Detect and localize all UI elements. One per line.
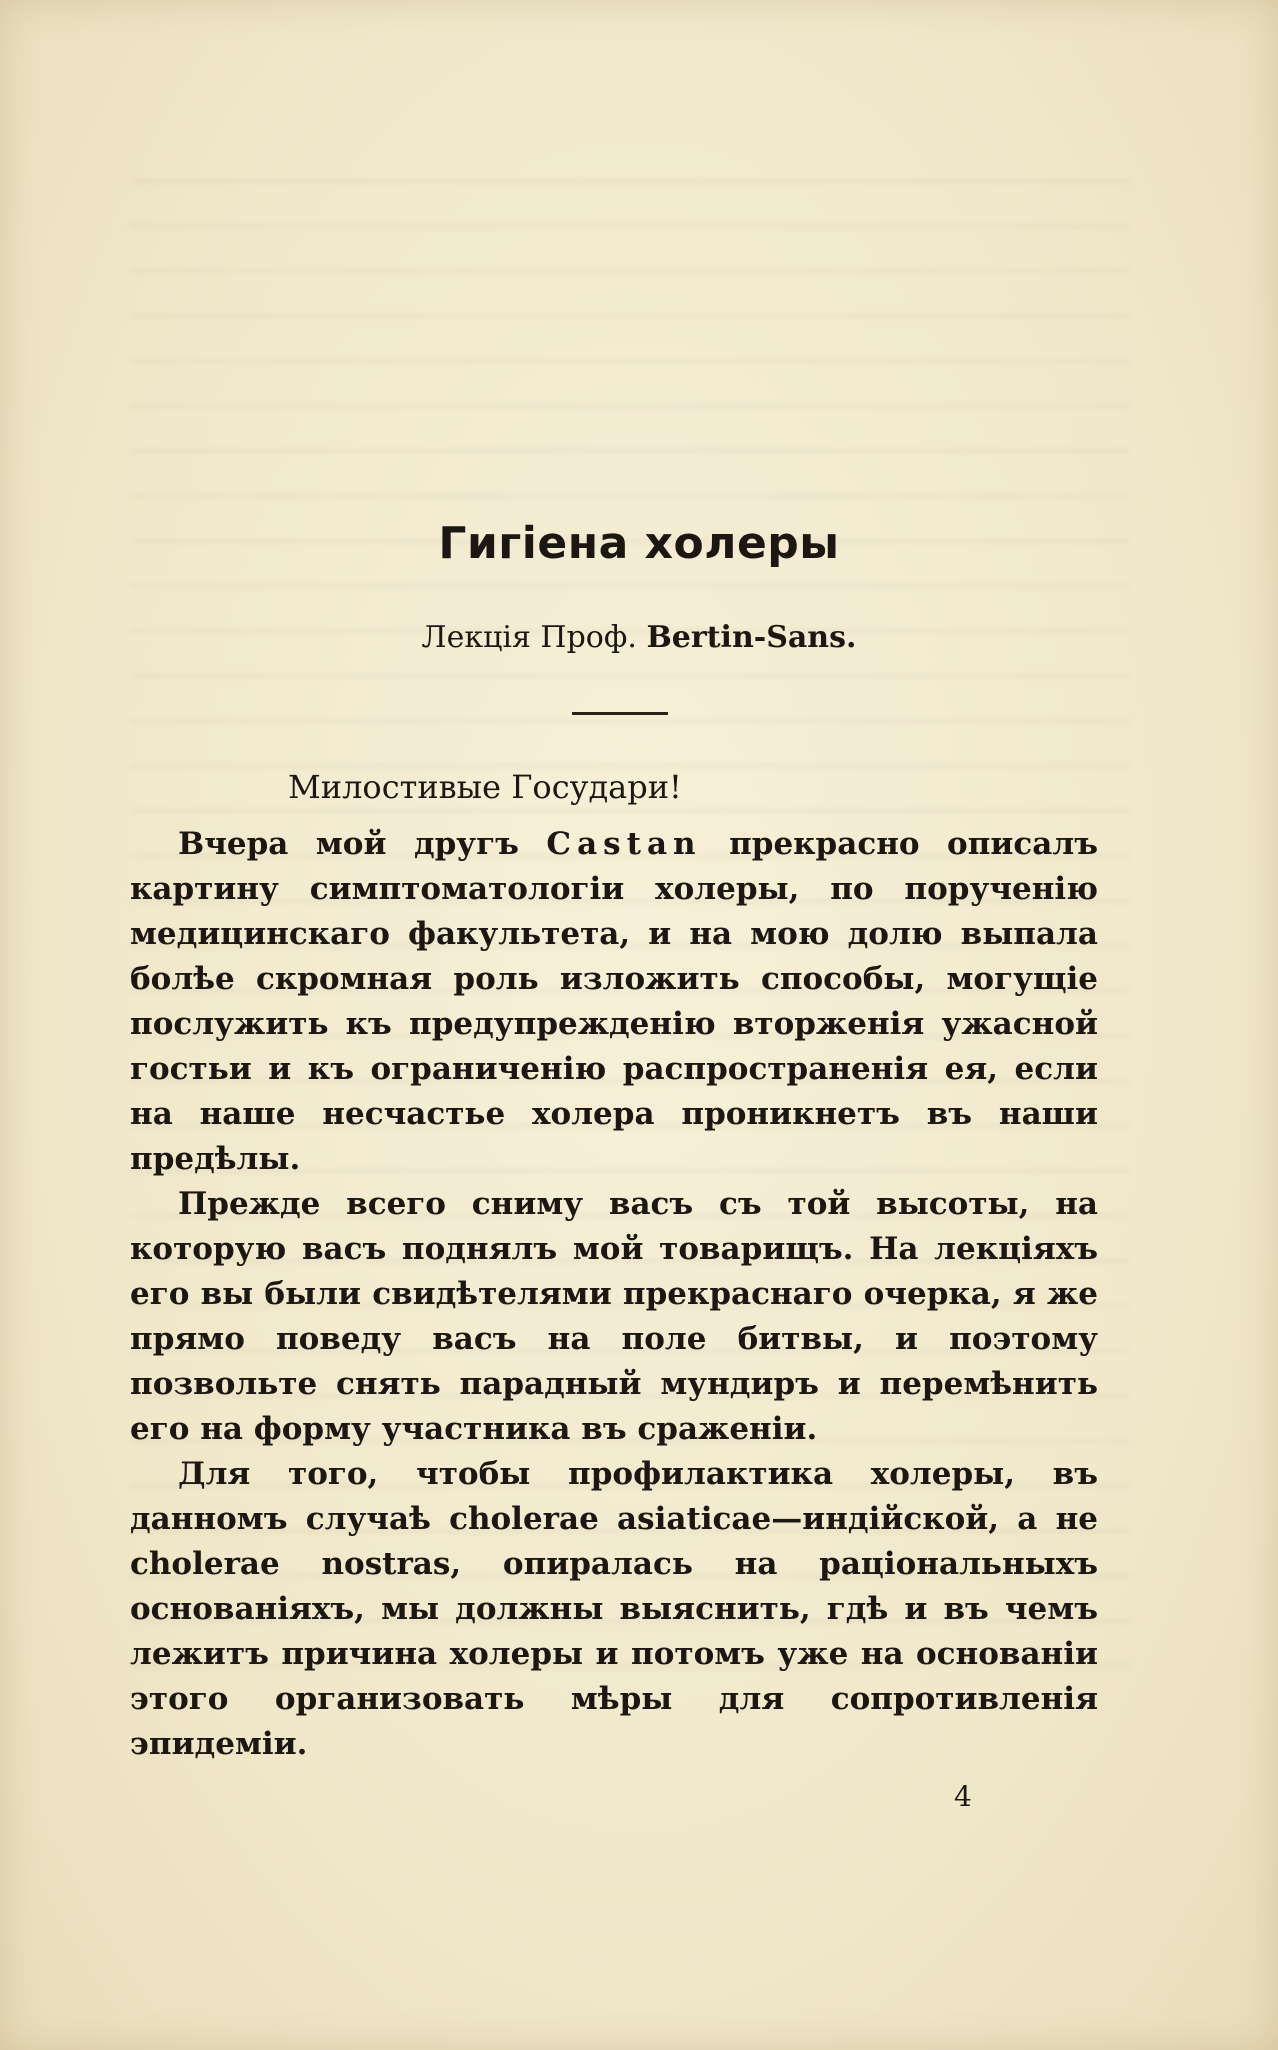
lecture-subtitle <box>0 620 1278 655</box>
page-number: 4 <box>954 1780 972 1813</box>
salutation: Милостивые Государи! <box>288 768 682 806</box>
colleague-name: Castan <box>546 826 702 862</box>
body-text <box>130 822 1098 1767</box>
title-divider <box>572 712 668 715</box>
paragraph-1 <box>130 822 1098 1182</box>
subtitle-prefix: Лекція Проф. <box>421 620 637 655</box>
page-title: Гигіена холеры <box>438 518 840 569</box>
paragraph-1-after: прекрасно описалъ картину симптоматологіи холеры, по порученію медицинскаго факультета, и на мою долю выпала болѣе скромная роль изложить способы, могущіе послужить къ предупрежденію вторженія ужасной гостьи и къ ограниченію распространенія ея, если на наше несчастье холера проникнетъ въ наши предѣлы. <box>130 826 1099 1177</box>
paragraph-3: Для того, чтобы профилактика холеры, въ данномъ случаѣ cholerae asiaticae—индійской, а не cholerae nostras, опиралась на раціональныхъ основаніяхъ, мы должны выяснить, гдѣ и въ чемъ лежитъ причина холеры и потомъ уже на основаніи этого организовать мѣры для сопротивленія эпидеміи. <box>130 1456 1098 1762</box>
paragraph-1-before: Вчера мой другъ <box>178 826 519 862</box>
paragraph-2: Прежде всего сниму васъ съ той высоты, на которую васъ поднялъ мой товарищъ. На лекціяхъ его вы были свидѣтелями прекраснаго очерка, я же прямо поведу васъ на поле битвы, и поэтому позвольте снять парадный мундиръ и перемѣнить его на форму участника въ сраженіи. <box>130 1186 1098 1447</box>
lecturer-name: Bertin-Sans. <box>646 620 857 655</box>
